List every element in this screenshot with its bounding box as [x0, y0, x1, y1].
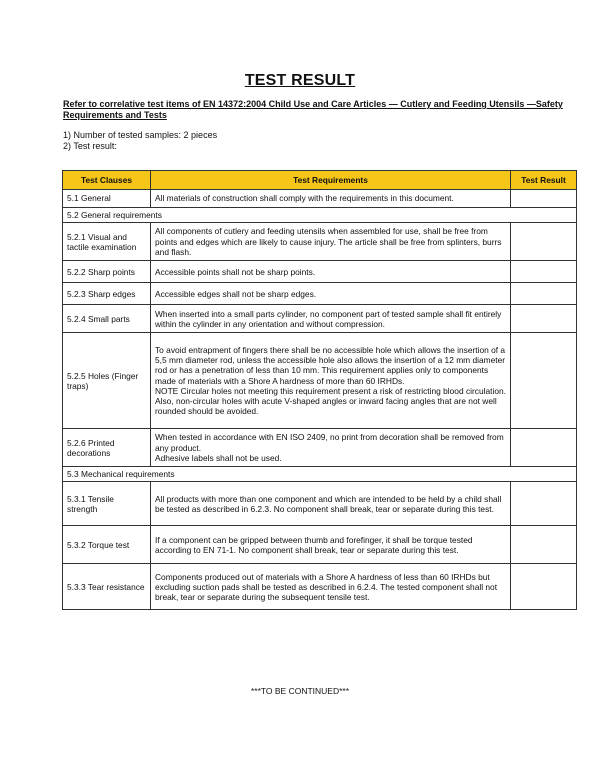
section-row [63, 467, 577, 482]
requirement-text: Adhesive labels shall not be used. [155, 452, 282, 463]
test-result-cell [511, 333, 577, 429]
section-row [63, 208, 577, 223]
items-list [63, 130, 217, 152]
test-requirement-cell [151, 190, 511, 208]
test-requirement-cell [151, 526, 511, 564]
test-clause-cell: 5.3.2 Torque test [63, 526, 151, 564]
requirement-text: When tested in accordance with EN ISO 2409, no print from decoration shall be removed from any product. [155, 432, 504, 453]
table-body [63, 190, 577, 610]
table-row [63, 190, 577, 208]
test-clause-cell: 5.3.1 Tensile strength [63, 482, 151, 526]
requirement-text: Components produced out of materials with a Shore A hardness of less than 60 IRHDs but excluding suction pads shall be tested as described in 6.2.4. The tested component shall not break, tear or separate during the subsequent tensile test. [155, 571, 498, 602]
test-requirement-cell [151, 429, 511, 467]
reference-text: Refer to correlative test items of EN 14372:2004 Child Use and Care Articles — Cutlery and Feeding Utensils —Safety Requirements and Tests [63, 99, 563, 120]
table-row [63, 333, 577, 429]
section-label: 5.3 Mechanical requirements [63, 467, 577, 482]
requirement-text: All products with more than one component and which are intended to be held by a child shall be tested as described in 6.2.3. No component shall break, tear or separate during this test. [155, 493, 502, 514]
header-test-clauses: Test Clauses [63, 171, 151, 190]
table-header-row [63, 171, 577, 190]
section-label: 5.2 General requirements [63, 208, 577, 223]
table-row [63, 564, 577, 610]
requirement-text: NOTE Circular holes not meeting this requirement present a risk of restricting blood circulation. Also, non-circular holes with acute V-shaped angles or inward facing angles that are not well rounded should be avoided. [155, 385, 506, 417]
test-clause-cell: 5.2.5 Holes (Finger traps) [63, 333, 151, 429]
requirement-text: All materials of construction shall comply with the requirements in this document. [155, 193, 454, 204]
test-requirement-cell [151, 564, 511, 610]
test-clause-cell: 5.2.1 Visual and tactile examination [63, 223, 151, 261]
test-requirement-cell [151, 261, 511, 283]
test-result-cell [511, 482, 577, 526]
requirement-text: To avoid entrapment of fingers there shall be no accessible hole which allows the insertion of a 5,5 mm diameter rod, unless the accessible hole also allows the insertion of a 12 mm diameter rod or has a penetration of less than 10 mm. This requirement applies only to components made of materials with a Shore A hardness of more than 60 IRHDs. [155, 344, 506, 386]
list-item: 1) Number of tested samples: 2 pieces [63, 130, 218, 140]
test-result-cell [511, 429, 577, 467]
requirement-text: Accessible edges shall not be sharp edges. [155, 288, 317, 299]
requirement-text: Accessible points shall not be sharp points. [155, 266, 316, 277]
test-result-cell [511, 526, 577, 564]
results-table [62, 170, 577, 610]
table-row [63, 261, 577, 283]
test-result-cell [511, 564, 577, 610]
test-clause-cell: 5.3.3 Tear resistance [63, 564, 151, 610]
list-item: 2) Test result: [63, 141, 117, 151]
test-result-cell [511, 223, 577, 261]
test-result-cell [511, 305, 577, 333]
test-clause-cell: 5.2.6 Printed decorations [63, 429, 151, 467]
table-row [63, 526, 577, 564]
requirement-text: All components of cutlery and feeding utensils when assembled for use, shall be free from points and edges which are likely to cause injury. The article shall be free from splinters, burrs and flash. [155, 226, 502, 257]
continued-note: ***TO BE CONTINUED*** [250, 686, 350, 696]
test-requirement-cell [151, 223, 511, 261]
table-row [63, 482, 577, 526]
header-test-requirements: Test Requirements [151, 171, 511, 190]
requirement-text: If a component can be gripped between thumb and forefinger, it shall be torque tested according to EN 71-1. No component shall break, tear or separate during this test. [155, 534, 473, 555]
test-requirement-cell [151, 333, 511, 429]
table-row [63, 223, 577, 261]
requirement-text: When inserted into a small parts cylinder, no component part of tested sample shall fit entirely within the cylinder in any orientation and without compression. [155, 308, 502, 329]
table-row [63, 305, 577, 333]
table-row [63, 283, 577, 305]
test-requirement-cell [151, 283, 511, 305]
test-clause-cell: 5.1 General [63, 190, 151, 208]
test-clause-cell: 5.2.4 Small parts [63, 305, 151, 333]
test-result-cell [511, 190, 577, 208]
test-result-cell [511, 283, 577, 305]
test-clause-cell: 5.2.2 Sharp points [63, 261, 151, 283]
page-title: TEST RESULT [244, 72, 356, 89]
test-requirement-cell [151, 305, 511, 333]
test-result-cell [511, 261, 577, 283]
header-test-result: Test Result [511, 171, 577, 190]
test-requirement-cell [151, 482, 511, 526]
table-row [63, 429, 577, 467]
test-clause-cell: 5.2.3 Sharp edges [63, 283, 151, 305]
